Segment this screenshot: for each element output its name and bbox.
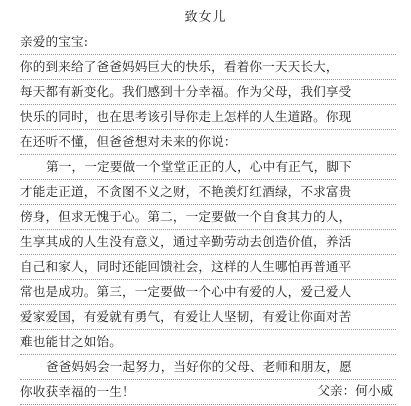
letter-line: 爸爸妈妈会一起努力，当好你的父母、老师和朋友，愿 — [20, 355, 396, 380]
letter-line: 才能走正道，不贪图不义之财，不艳羡灯红酒绿，不求富贵 — [20, 180, 396, 205]
letter-body — [20, 30, 396, 405]
letter-line: 常也是成功。第三，一定要做一个心中有爱的人，爱己爱人 — [20, 280, 396, 305]
letter-line: 傍身，但求无愧于心。第二，一定要做一个自食其力的人， — [20, 205, 396, 230]
letter-line: 快乐的同时，也在思考该引导你走上怎样的人生道路。你现 — [20, 105, 396, 130]
letter-line: 每天都有新变化。我们感到十分幸福。作为父母，我们享受 — [20, 80, 396, 105]
letter-line: 自己和家人，同时还能回馈社会，这样的人生哪怕再普通平 — [20, 255, 396, 280]
letter-line: 你的到来给了爸爸妈妈巨大的快乐，看着你一天天长大， — [20, 55, 396, 80]
letter-line: 爱家爱国，有爱就有勇气，有爱让人坚韧，有爱让你面对苦 — [20, 305, 396, 330]
letter-line: 难也能甘之如饴。 — [20, 330, 396, 355]
letter-line: 在还听不懂，但爸爸想对未来的你说： — [20, 130, 396, 155]
letter-line: 生享其成的人生没有意义，通过辛勤劳动去创造价值，养活 — [20, 230, 396, 255]
letter-line: 你收获幸福的一生！ — [20, 380, 396, 405]
letter-line: 第一，一定要做一个堂堂正正的人，心中有正气，脚下 — [20, 155, 396, 180]
salutation: 亲爱的宝宝: — [20, 30, 396, 55]
letter-title: 致女儿 — [184, 10, 227, 25]
signature: 父亲：何小威 — [317, 383, 393, 398]
